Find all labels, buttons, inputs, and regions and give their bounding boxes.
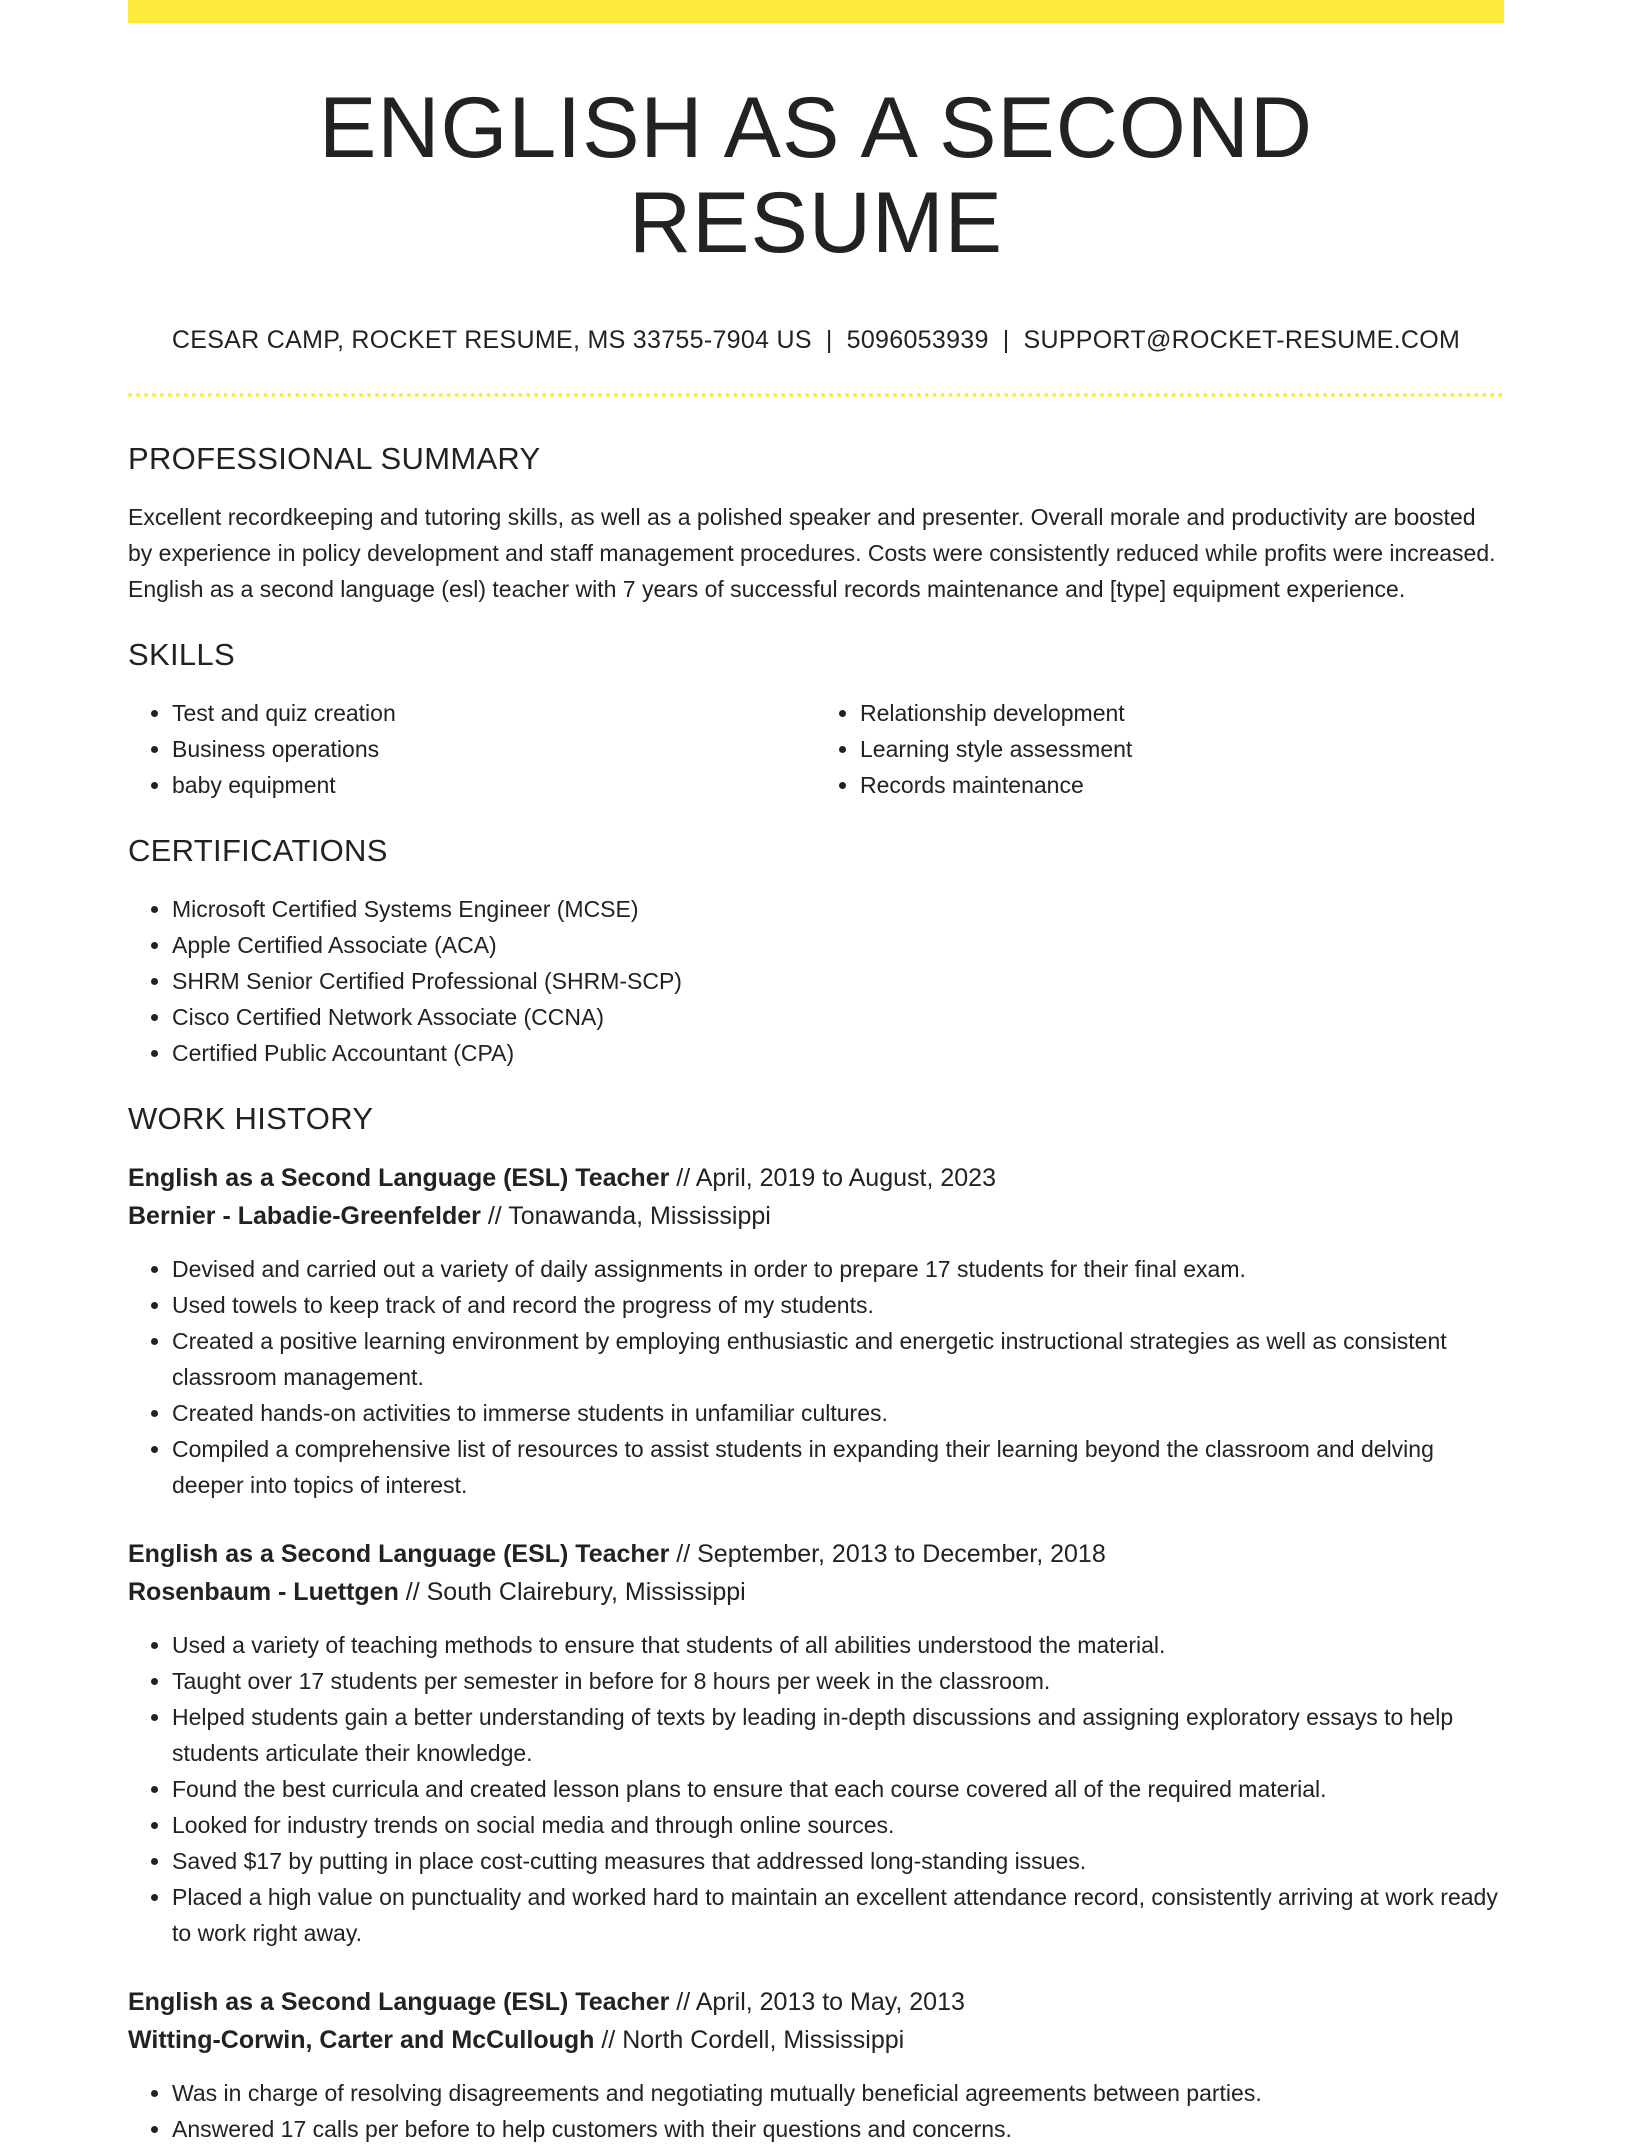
resume-page xyxy=(128,0,1504,2147)
certification-item: • Apple Certified Associate (ACA) xyxy=(172,927,1504,963)
summary-heading: PROFESSIONAL SUMMARY xyxy=(128,441,541,477)
job-company: Rosenbaum - Luettgen xyxy=(128,1578,399,1607)
job-title: English as a Second Language (ESL) Teacher xyxy=(128,1988,670,2017)
accent-bar xyxy=(128,0,1504,23)
job-bullet: • Created a positive learning environment by employing enthusiastic and energetic instructional strategies as well as consistent classroom management. xyxy=(172,1323,1504,1395)
job-bullet: • Was in charge of resolving disagreements and negotiating mutually beneficial agreements between parties. xyxy=(172,2075,1504,2111)
job-title: English as a Second Language (ESL) Teacher xyxy=(128,1164,670,1193)
skill-item: • Business operations xyxy=(172,731,816,767)
certifications-list xyxy=(128,891,1504,1071)
job-company: Bernier - Labadie-Greenfelder xyxy=(128,1202,481,1231)
job-bullets xyxy=(128,2075,1504,2147)
job-entry xyxy=(128,1535,1504,1951)
resume-title: ENGLISH AS A SECOND RESUME xyxy=(318,80,1314,271)
job-bullet: • Used a variety of teaching methods to ensure that students of all abilities understood the material. xyxy=(172,1627,1504,1663)
job-bullet: • Found the best curricula and created lesson plans to ensure that each course covered all of the required material. xyxy=(172,1771,1504,1807)
job-entry xyxy=(128,1159,1504,1503)
job-location: // South Clairebury, Mississippi xyxy=(398,1578,746,1607)
job-company-line xyxy=(128,1573,1504,1611)
job-dates: // April, 2013 to May, 2013 xyxy=(669,1988,965,2017)
skills-columns xyxy=(128,695,1504,803)
job-bullet: • Helped students gain a better understanding of texts by leading in-depth discussions and assigning exploratory essays to help students articulate their knowledge. xyxy=(172,1699,1504,1771)
job-title-line xyxy=(128,1983,1504,2021)
certification-item: • SHRM Senior Certified Professional (SHRM-SCP) xyxy=(172,963,1504,999)
job-bullet: • Placed a high value on punctuality and worked hard to maintain an excellent attendance record, consistently arriving at work ready to work right away. xyxy=(172,1879,1504,1951)
skill-item: • Records maintenance xyxy=(860,767,1504,803)
job-bullet: • Devised and carried out a variety of daily assignments in order to prepare 17 students for their final exam. xyxy=(172,1251,1504,1287)
contact-phone[interactable]: 5096053939 xyxy=(846,326,989,355)
job-dates: // September, 2013 to December, 2018 xyxy=(669,1540,1106,1569)
job-company: Witting-Corwin, Carter and McCullough xyxy=(128,2026,595,2055)
contact-separator: | xyxy=(1002,326,1010,355)
job-title-line xyxy=(128,1159,1504,1197)
skills-list-right xyxy=(816,695,1504,803)
dotted-divider xyxy=(128,393,1504,397)
job-bullet: • Saved $17 by putting in place cost-cutting measures that addressed long-standing issues. xyxy=(172,1843,1504,1879)
certification-item: • Certified Public Accountant (CPA) xyxy=(172,1035,1504,1071)
summary-text: Excellent recordkeeping and tutoring skills, as well as a polished speaker and presenter. Overall morale and productivity are boosted by experience in policy development and staff management procedures. Costs were consistently reduced while profits were increased. English as a second language (esl) teacher with 7 years of successful records maintenance and [type] equipment experience. xyxy=(128,504,1496,603)
skill-item: • Test and quiz creation xyxy=(172,695,816,731)
job-bullet: • Looked for industry trends on social media and through online sources. xyxy=(172,1807,1504,1843)
skill-item: • Learning style assessment xyxy=(860,731,1504,767)
skill-item: • Relationship development xyxy=(860,695,1504,731)
job-location: // Tonawanda, Mississippi xyxy=(480,1202,771,1231)
job-bullets xyxy=(128,1251,1504,1503)
job-bullet: • Used towels to keep track of and record the progress of my students. xyxy=(172,1287,1504,1323)
job-bullets xyxy=(128,1627,1504,1951)
skills-heading: SKILLS xyxy=(128,637,235,673)
certifications-heading: CERTIFICATIONS xyxy=(128,833,388,869)
work-history-list xyxy=(128,1159,1504,2147)
contact-line xyxy=(128,326,1504,355)
work-history-heading: WORK HISTORY xyxy=(128,1101,374,1137)
skill-item: • baby equipment xyxy=(172,767,816,803)
job-dates: // April, 2019 to August, 2023 xyxy=(669,1164,996,1193)
skills-list-left xyxy=(128,695,816,803)
job-bullet: • Answered 17 calls per before to help customers with their questions and concerns. xyxy=(172,2111,1504,2147)
contact-address: CESAR CAMP, ROCKET RESUME, MS 33755-7904 US xyxy=(171,326,812,355)
certification-item: • Cisco Certified Network Associate (CCNA) xyxy=(172,999,1504,1035)
job-bullet: • Taught over 17 students per semester in before for 8 hours per week in the classroom. xyxy=(172,1663,1504,1699)
job-company-line xyxy=(128,2021,1504,2059)
contact-separator: | xyxy=(825,326,833,355)
job-bullet: • Created hands-on activities to immerse students in unfamiliar cultures. xyxy=(172,1395,1504,1431)
job-entry xyxy=(128,1983,1504,2147)
certification-item: • Microsoft Certified Systems Engineer (MCSE) xyxy=(172,891,1504,927)
contact-email[interactable]: SUPPORT@ROCKET-RESUME.COM xyxy=(1023,326,1461,355)
job-title: English as a Second Language (ESL) Teacher xyxy=(128,1540,670,1569)
job-company-line xyxy=(128,1197,1504,1235)
job-location: // North Cordell, Mississippi xyxy=(594,2026,905,2055)
job-bullet: • Compiled a comprehensive list of resources to assist students in expanding their learning beyond the classroom and delving deeper into topics of interest. xyxy=(172,1431,1504,1503)
job-title-line xyxy=(128,1535,1504,1573)
